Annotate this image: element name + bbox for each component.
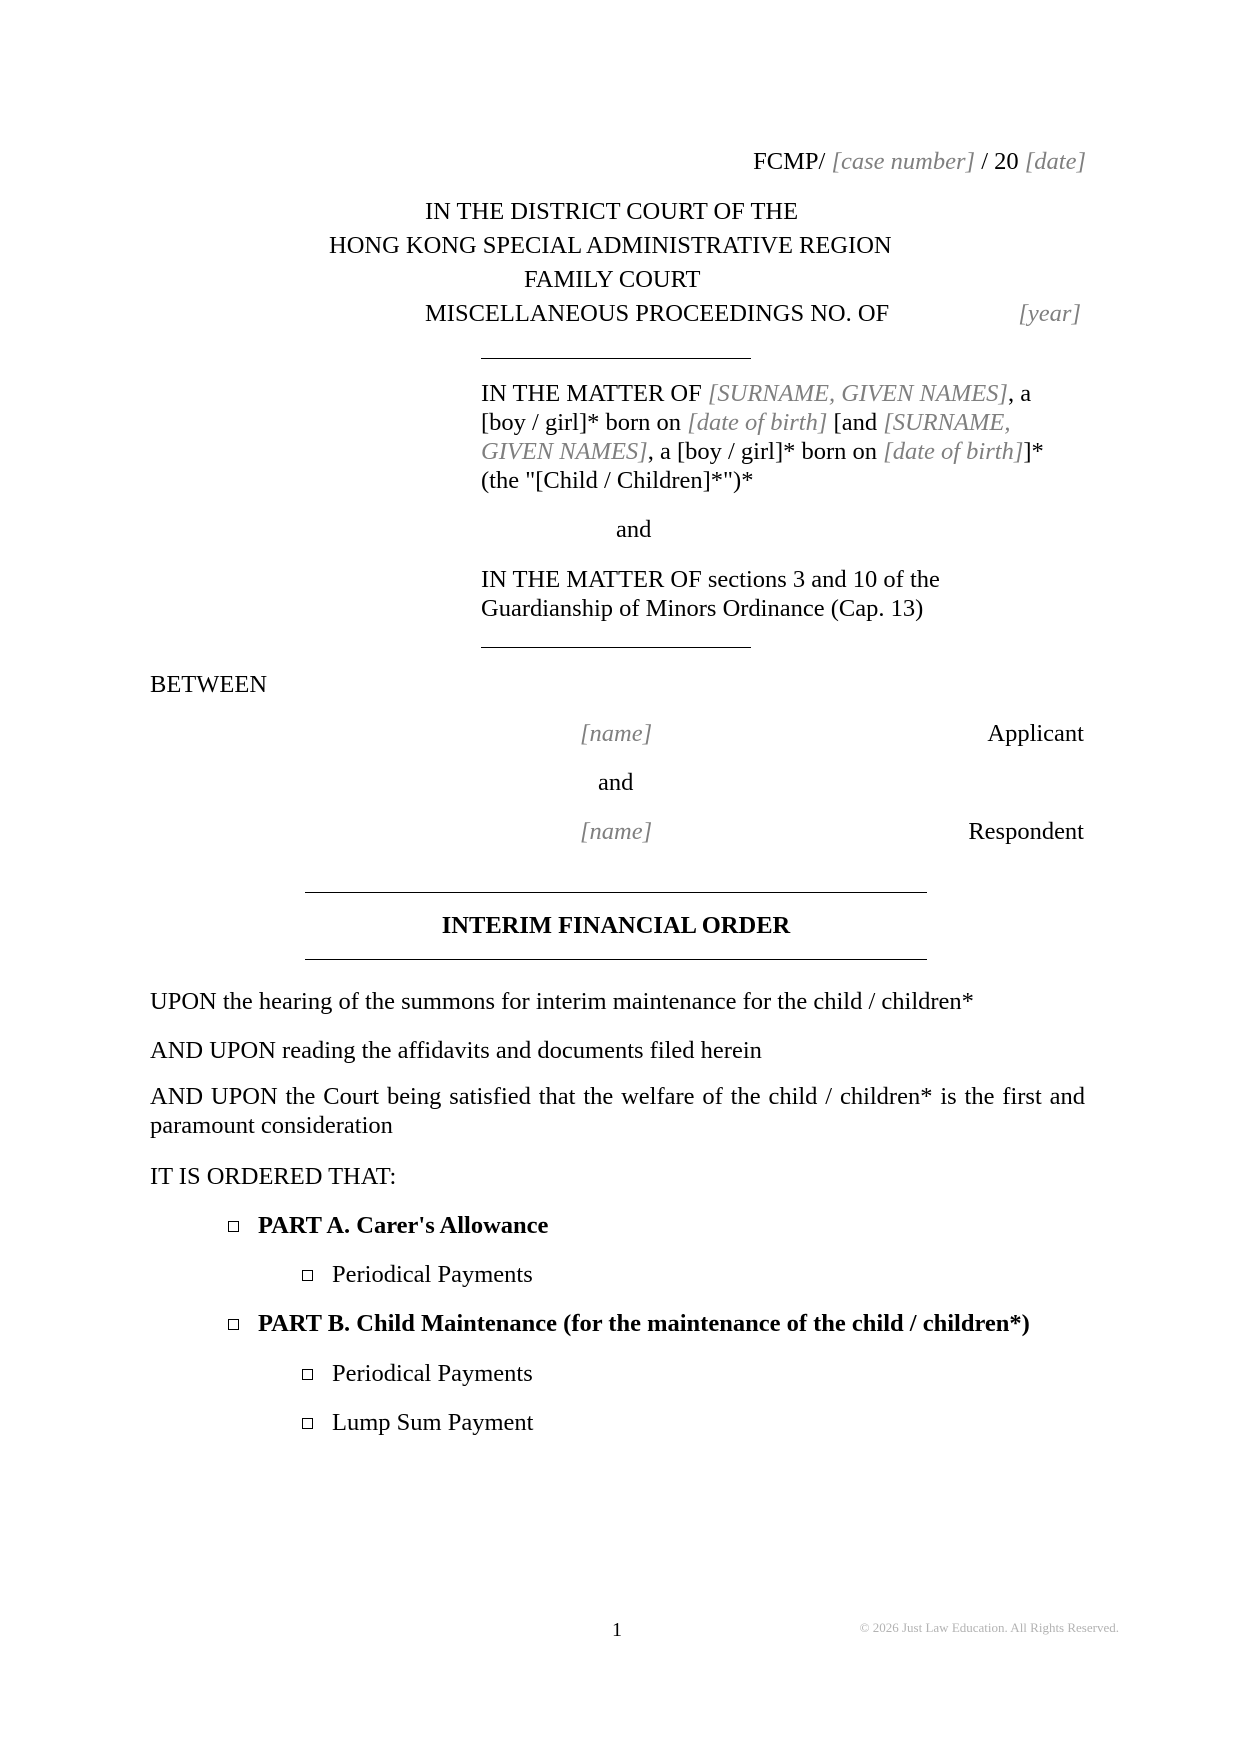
- applicant-role: Applicant: [987, 720, 1084, 747]
- court-line-3: FAMILY COURT: [524, 266, 701, 293]
- option-part-b[interactable]: PART B. Child Maintenance (for the maintenance of the child / children*): [228, 1312, 1030, 1337]
- checkbox-icon[interactable]: [228, 1221, 239, 1232]
- option-part-a[interactable]: PART A. Carer's Allowance: [228, 1214, 548, 1239]
- ordered-heading: IT IS ORDERED THAT:: [150, 1163, 397, 1190]
- second-child-surname-placeholder: [SURNAME,: [883, 409, 1011, 436]
- case-date-placeholder: [date]: [1024, 148, 1086, 175]
- respondent-name-placeholder: [name]: [580, 818, 653, 845]
- case-prefix: FCMP/: [753, 148, 826, 175]
- option-part-b-lump-sum[interactable]: Lump Sum Payment: [302, 1411, 533, 1436]
- second-child-given-names-placeholder: GIVEN NAMES]: [481, 438, 648, 465]
- applicant-name-placeholder: [name]: [580, 720, 653, 747]
- divider: [481, 358, 751, 359]
- year-placeholder: [year]: [1018, 300, 1081, 327]
- and-connector: and: [616, 516, 652, 543]
- checkbox-icon[interactable]: [228, 1319, 239, 1330]
- case-year-prefix: / 20: [981, 148, 1019, 175]
- recital-hearing: UPON the hearing of the summons for interim maintenance for the child / children*: [150, 988, 974, 1015]
- recital-affidavits: AND UPON reading the affidavits and documents filed herein: [150, 1037, 762, 1064]
- checkbox-icon[interactable]: [302, 1270, 313, 1281]
- matter-child-line-1: IN THE MATTER OF [SURNAME, GIVEN NAMES], a: [481, 380, 1032, 407]
- second-dob-placeholder: [date of birth]: [883, 438, 1024, 465]
- matter-child-line-3: GIVEN NAMES], a [boy / girl]* born on [date of birth]]*: [481, 438, 1044, 465]
- court-line-4: MISCELLANEOUS PROCEEDINGS NO. OF: [425, 300, 890, 327]
- checkbox-icon[interactable]: [302, 1418, 313, 1429]
- respondent-role: Respondent: [968, 818, 1084, 845]
- case-reference: [753, 150, 1086, 175]
- matter-child-line-2: [boy / girl]* born on [date of birth] [and [SURNAME,: [481, 409, 1011, 436]
- title-rule-top: [305, 892, 927, 893]
- page-number: 1: [612, 1619, 622, 1641]
- option-part-a-periodical[interactable]: Periodical Payments: [302, 1263, 533, 1288]
- between-label: BETWEEN: [150, 671, 268, 698]
- case-number-placeholder: [case number]: [831, 148, 976, 175]
- court-line-1: IN THE DISTRICT COURT OF THE: [425, 198, 799, 225]
- order-title: INTERIM FINANCIAL ORDER: [441, 912, 791, 939]
- checkbox-icon[interactable]: [302, 1369, 313, 1380]
- child-name-placeholder: [SURNAME, GIVEN NAMES]: [707, 380, 1008, 407]
- dob-placeholder: [date of birth]: [687, 409, 828, 436]
- matter-child-line-4: (the "[Child / Children]*")*: [481, 467, 754, 494]
- matter-ordinance-line-1: IN THE MATTER OF sections 3 and 10 of the: [481, 566, 940, 593]
- copyright-notice: © 2026 Just Law Education. All Rights Reserved.: [859, 1620, 1119, 1635]
- parties-and: and: [598, 769, 634, 796]
- option-part-b-periodical[interactable]: Periodical Payments: [302, 1362, 533, 1387]
- title-rule-bottom: [305, 959, 927, 960]
- recital-welfare: AND UPON the Court being satisfied that the welfare of the child / children* is the first and paramount consideration: [150, 1083, 1085, 1139]
- matter-ordinance-line-2: Guardianship of Minors Ordinance (Cap. 13): [481, 595, 924, 622]
- court-line-2: HONG KONG SPECIAL ADMINISTRATIVE REGION: [329, 232, 892, 259]
- divider: [481, 647, 751, 648]
